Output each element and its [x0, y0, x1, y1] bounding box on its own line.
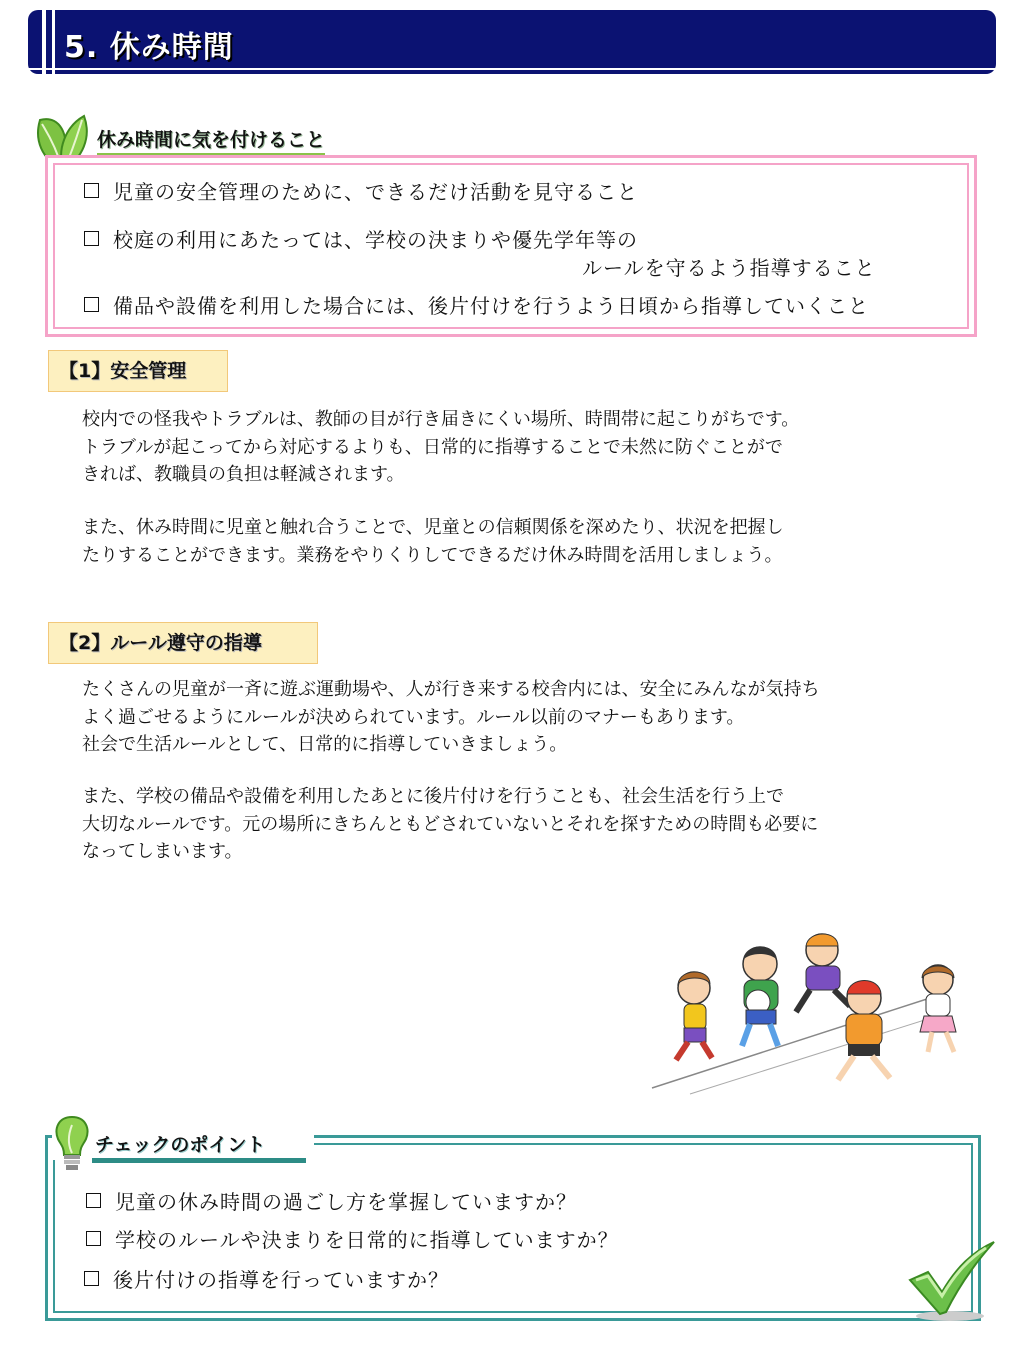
text-line: また、学校の備品や設備を利用したあとに後片付けを行うことも、社会生活を行う上で: [82, 786, 784, 807]
text-line: 大切なルールです。元の場所にきちんともどされていないとそれを探すための時間も必要に: [82, 813, 819, 835]
section-tag-safety: 【1】安全管理: [48, 350, 228, 392]
text-line: 校内での怪我やトラブルは、教師の目が行き届きにくい場所、時間帯に起こりがちです。: [82, 409, 800, 430]
text-line: トラブルが起こってから対応するよりも、日常的に指導することで未然に防ぐことがで: [82, 436, 783, 458]
title-bar: [28, 10, 996, 74]
lightbulb-icon: [52, 1115, 92, 1173]
attention-item: 備品や設備を利用した場合には、後片付けを行うよう日頃から指導していくこと: [84, 290, 869, 319]
checkbox-icon: [84, 1271, 99, 1286]
checkbox-icon: [86, 1193, 101, 1208]
checkpoint-item: 後片付けの指導を行っていますか？: [84, 1264, 449, 1293]
text-line: なってしまいます。: [82, 841, 243, 862]
checkbox-icon: [84, 183, 99, 198]
title-bar-rule: [28, 68, 996, 70]
text-line: よく過ごせるようにルールが決められています。ルール以前のマナーもあります。: [82, 706, 745, 728]
text-line: たりすることができます。業務をやりくりしてできるだけ休み時間を活用しましょう。: [82, 544, 783, 566]
attention-heading: 休み時間に気を付けること: [97, 125, 325, 155]
title-bar-stripe: [52, 10, 55, 74]
checkpoint-item: 学校のルールや決まりを日常的に指導していますか？: [86, 1224, 619, 1253]
section1-paragraph: [82, 514, 784, 569]
checkmark-icon: [906, 1240, 998, 1322]
children-playing-illustration: [650, 928, 980, 1096]
text-line: たくさんの児童が一斉に遊ぶ運動場や、人が行き来する校舎内には、安全にみんなが気持ち: [82, 679, 820, 700]
attention-item: 校庭の利用にあたっては、学校の決まりや優先学年等の: [84, 224, 638, 253]
section-tag-rules: 【2】ルール遵守の指導: [48, 622, 318, 664]
text-line: また、休み時間に児童と触れ合うことで、児童との信頼関係を深めたり、状況を把握し: [82, 517, 784, 538]
checkbox-icon: [84, 297, 99, 312]
title-bar-stripe: [42, 10, 46, 74]
section2-paragraph: [82, 783, 818, 866]
section1-paragraph: [82, 406, 799, 489]
attention-item-continued: ルールを守るよう指導すること: [582, 256, 876, 280]
checkbox-icon: [86, 1231, 101, 1246]
page-title: 5. 休み時間: [64, 30, 234, 65]
text-line: 社会で生活ルールとして、日常的に指導していきましょう。: [82, 734, 568, 755]
checkpoints-heading: チェックのポイント: [95, 1134, 266, 1156]
checkpoint-item: 児童の休み時間の過ごし方を掌握していますか？: [86, 1186, 577, 1215]
checkbox-icon: [84, 231, 99, 246]
attention-item: 児童の安全管理のために、できるだけ活動を見守ること: [84, 176, 638, 205]
text-line: きれば、教職員の負担は軽減されます。: [82, 464, 405, 485]
checkpoints-heading-underline: [92, 1158, 306, 1163]
section2-paragraph: [82, 676, 820, 759]
